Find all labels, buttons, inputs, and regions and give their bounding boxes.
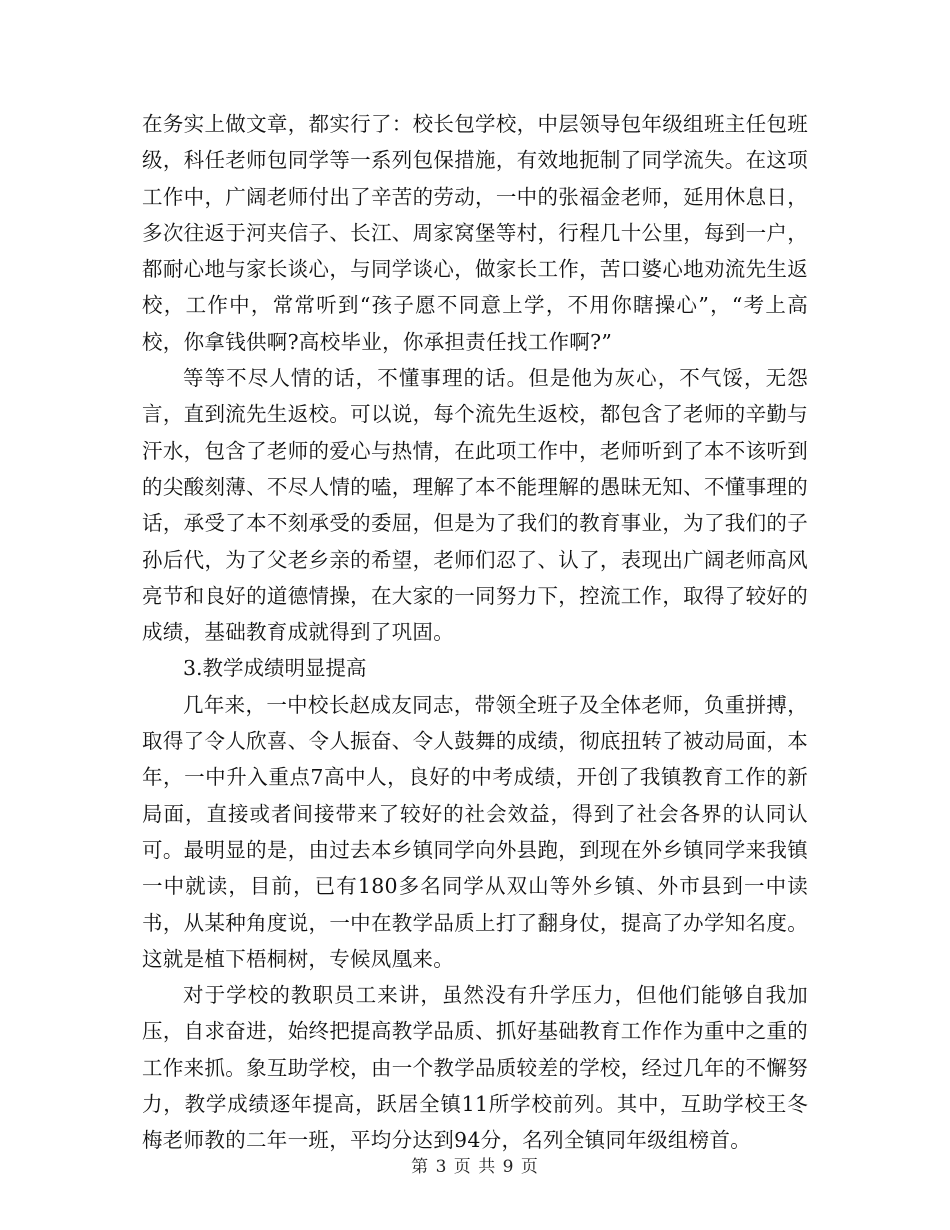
body-text bbox=[142, 106, 808, 1159]
paragraph-2: 等等不尽人情的话，不懂事理的话。但是他为灰心，不气馁，无怨言，直到流先生返校。可以说，每个流先生返校，都包含了老师的辛勤与汗水，包含了老师的爱心与热情，在此项工作中，老师听到了本不该听到的尖酸刻薄、不尽人情的嗑，理解了本不能理解的愚昧无知、不懂事理的话，承受了本不刻承受的委屈，但是为了我们的教育事业，为了我们的子孙后代，为了父老乡亲的希望，老师们忍了、认了，表现出广阔老师高风亮节和良好的道德情操，在大家的一同努力下，控流工作，取得了较好的成绩，基础教育成就得到了巩固。 bbox=[142, 366, 808, 645]
paragraph-3: 几年来，一中校长赵成友同志，带领全班子及全体老师，负重拼搏，取得了令人欣喜、令人振奋、令人鼓舞的成绩，彻底扭转了被动局面，本年，一中升入重点7高中人，良好的中考成绩，开创了我镇教育工作的新局面，直接或者间接带来了较好的社会效益，得到了社会各界的认同认可。最明显的是，由过去本乡镇同学向外县跑，到现在外乡镇同学来我镇一中就读，目前，已有180多名同学从双山等外乡镇、外市县到一中读书，从某种角度说，一中在教学品质上打了翻身仗，提高了办学知名度。这就是植下梧桐树，专候凤凰来。 bbox=[142, 692, 808, 971]
section-heading: 3.教学成绩明显提高 bbox=[183, 656, 367, 681]
page-footer: 第 3 页 共 9 页 bbox=[411, 1157, 539, 1177]
paragraph-1: 在务实上做文章，都实行了：校长包学校，中层领导包年级组班主任包班级，科任老师包同学等一系列包保措施，有效地扼制了同学流失。在这项工作中，广阔老师付出了辛苦的劳动，一中的张福金老师，延用休息日，多次往返于河夹信子、长江、周家窝堡等村，行程几十公里，每到一户，都耐心地与家长谈心，与同学谈心，做家长工作，苦口婆心地劝流先生返校，工作中，常常听到“孩子愿不同意上学，不用你瞎操心”，“考上高校，你拿钱供啊?高校毕业，你承担责任找工作啊?” bbox=[142, 112, 808, 354]
paragraph-4: 对于学校的教职员工来讲，虽然没有升学压力，但他们能够自我加压，自求奋进，始终把提高教学品质、抓好基础教育工作作为重中之重的工作来抓。象互助学校，由一个教学品质较差的学校，经过几年的不懈努力，教学成绩逐年提高，跃居全镇11所学校前列。其中，互助学校王冬梅老师教的二年一班，平均分达到94分，名列全镇同年级组榜首。 bbox=[142, 983, 808, 1153]
